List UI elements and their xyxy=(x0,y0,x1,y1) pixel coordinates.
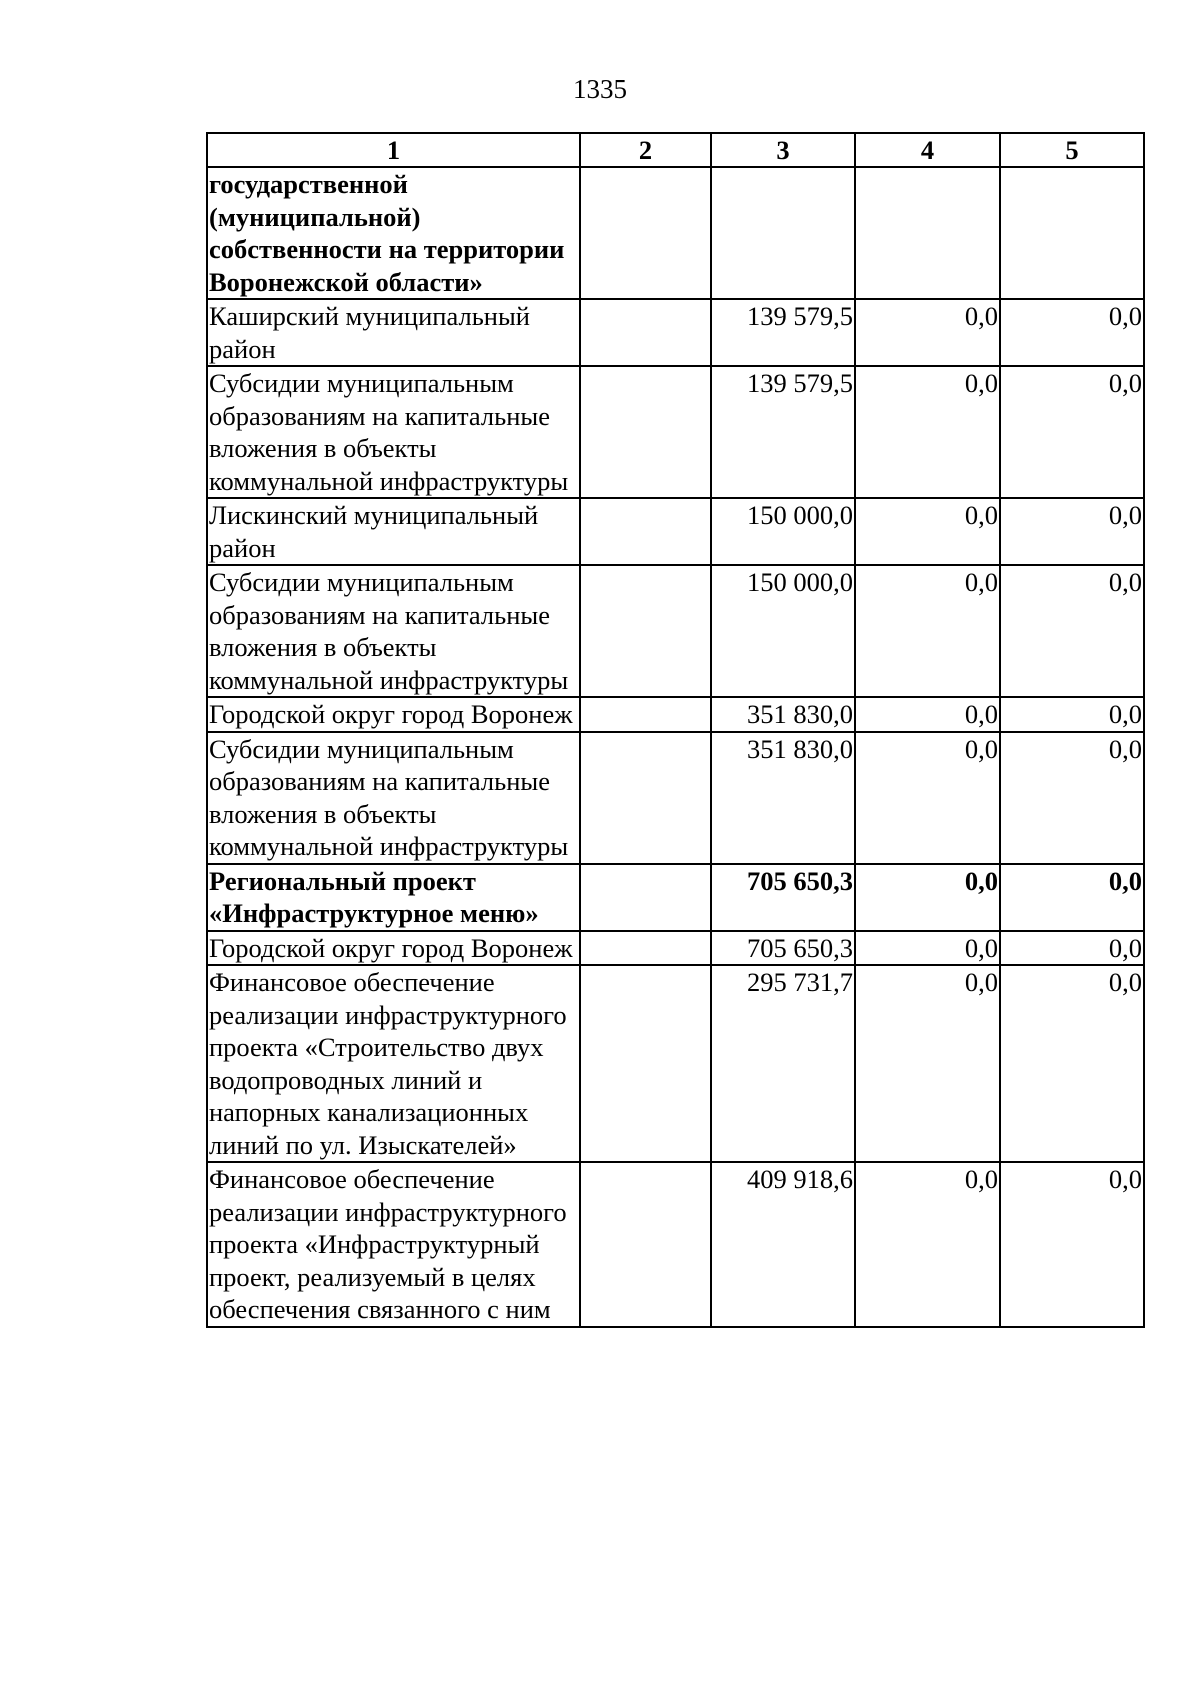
cell-col3: 705 650,3 xyxy=(711,864,855,931)
table-row xyxy=(207,864,1144,931)
cell-col3 xyxy=(711,167,855,299)
cell-name: Субсидии муниципальным образованиям на капитальные вложения в объекты коммунальной инфраструктуры xyxy=(207,565,580,697)
table-row xyxy=(207,167,1144,299)
cell-col4: 0,0 xyxy=(855,864,1000,931)
cell-col4: 0,0 xyxy=(855,965,1000,1162)
cell-name: Лискинский муниципальный район xyxy=(207,498,580,565)
column-header-2: 2 xyxy=(580,133,711,167)
cell-col3: 150 000,0 xyxy=(711,498,855,565)
cell-col5: 0,0 xyxy=(1000,732,1144,864)
cell-col3: 351 830,0 xyxy=(711,697,855,732)
table-body xyxy=(207,167,1144,1327)
cell-col4: 0,0 xyxy=(855,931,1000,966)
cell-col5 xyxy=(1000,167,1144,299)
table-row xyxy=(207,732,1144,864)
cell-col4: 0,0 xyxy=(855,366,1000,498)
table-row xyxy=(207,498,1144,565)
cell-name: Финансовое обеспечение реализации инфраструктурного проекта «Инфраструктурный проект, реализуемый в целях обеспечения связанного с ним xyxy=(207,1162,580,1327)
table-row xyxy=(207,697,1144,732)
cell-col3: 139 579,5 xyxy=(711,366,855,498)
cell-col3: 150 000,0 xyxy=(711,565,855,697)
cell-col5: 0,0 xyxy=(1000,366,1144,498)
cell-col4 xyxy=(855,167,1000,299)
cell-col2 xyxy=(580,565,711,697)
cell-col5: 0,0 xyxy=(1000,498,1144,565)
cell-col2 xyxy=(580,167,711,299)
cell-name: Субсидии муниципальным образованиям на капитальные вложения в объекты коммунальной инфраструктуры xyxy=(207,732,580,864)
cell-col2 xyxy=(580,1162,711,1327)
table-row xyxy=(207,565,1144,697)
table-row xyxy=(207,931,1144,966)
cell-col3: 351 830,0 xyxy=(711,732,855,864)
cell-name: государственной (муниципальной) собственности на территории Воронежской области» xyxy=(207,167,580,299)
column-header-5: 5 xyxy=(1000,133,1144,167)
cell-col4: 0,0 xyxy=(855,732,1000,864)
column-header-1: 1 xyxy=(207,133,580,167)
cell-col2 xyxy=(580,366,711,498)
cell-col3: 295 731,7 xyxy=(711,965,855,1162)
column-header-3: 3 xyxy=(711,133,855,167)
cell-col2 xyxy=(580,864,711,931)
cell-col4: 0,0 xyxy=(855,299,1000,366)
table-row xyxy=(207,299,1144,366)
cell-col2 xyxy=(580,498,711,565)
cell-col4: 0,0 xyxy=(855,498,1000,565)
cell-col2 xyxy=(580,697,711,732)
cell-col2 xyxy=(580,965,711,1162)
cell-col4: 0,0 xyxy=(855,1162,1000,1327)
cell-col5: 0,0 xyxy=(1000,864,1144,931)
cell-col3: 705 650,3 xyxy=(711,931,855,966)
cell-name: Каширский муниципальный район xyxy=(207,299,580,366)
cell-name: Финансовое обеспечение реализации инфраструктурного проекта «Строительство двух водопроводных линий и напорных канализационных линий по ул. Изыскателей» xyxy=(207,965,580,1162)
table-row xyxy=(207,1162,1144,1327)
page-number: 1335 xyxy=(573,74,627,104)
cell-col4: 0,0 xyxy=(855,565,1000,697)
cell-col5: 0,0 xyxy=(1000,965,1144,1162)
cell-name: Субсидии муниципальным образованиям на капитальные вложения в объекты коммунальной инфраструктуры xyxy=(207,366,580,498)
cell-name: Региональный проект «Инфраструктурное меню» xyxy=(207,864,580,931)
cell-col5: 0,0 xyxy=(1000,299,1144,366)
table-row xyxy=(207,366,1144,498)
cell-name: Городской округ город Воронеж xyxy=(207,697,580,732)
budget-table xyxy=(206,132,1145,1328)
cell-col4: 0,0 xyxy=(855,697,1000,732)
cell-col2 xyxy=(580,931,711,966)
cell-col3: 409 918,6 xyxy=(711,1162,855,1327)
cell-col5: 0,0 xyxy=(1000,565,1144,697)
table-header-row xyxy=(207,133,1144,167)
cell-col5: 0,0 xyxy=(1000,697,1144,732)
cell-col2 xyxy=(580,732,711,864)
cell-col2 xyxy=(580,299,711,366)
table-row xyxy=(207,965,1144,1162)
column-header-4: 4 xyxy=(855,133,1000,167)
cell-col5: 0,0 xyxy=(1000,931,1144,966)
cell-name: Городской округ город Воронеж xyxy=(207,931,580,966)
cell-col3: 139 579,5 xyxy=(711,299,855,366)
cell-col5: 0,0 xyxy=(1000,1162,1144,1327)
